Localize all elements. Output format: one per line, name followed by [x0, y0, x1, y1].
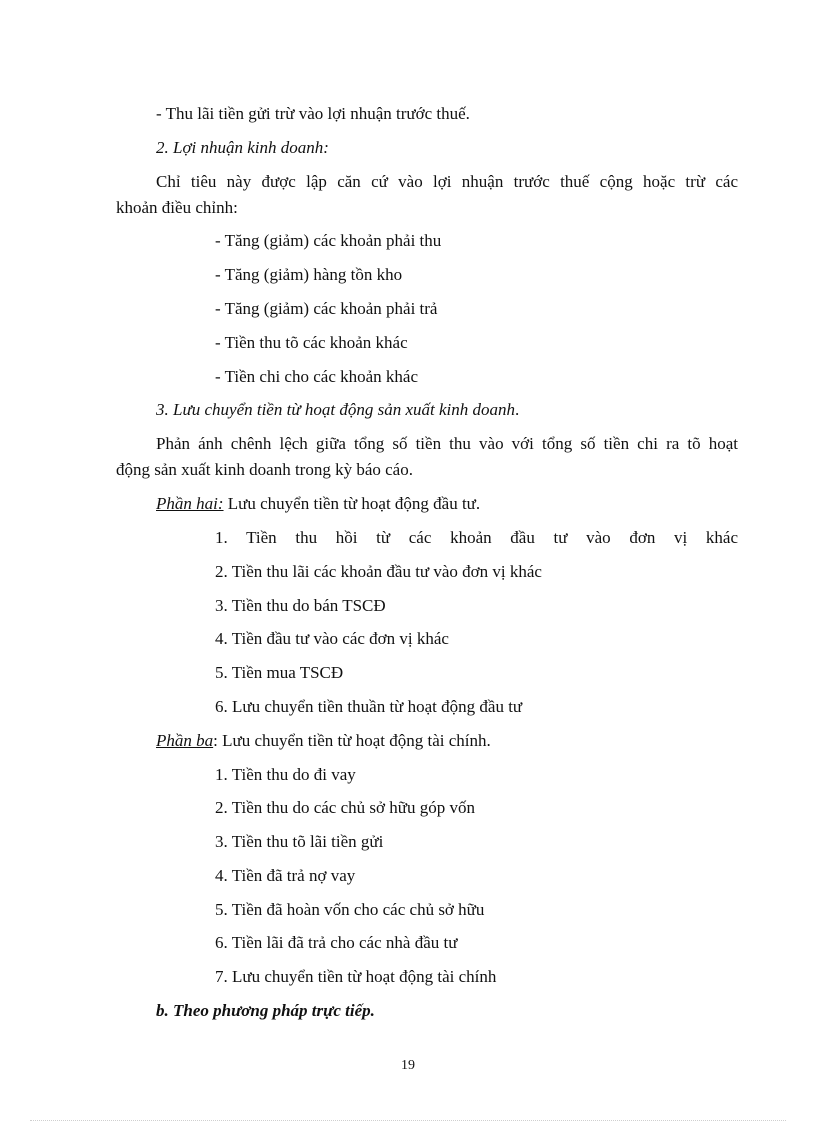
list-item: - Tăng (giảm) các khoản phải trả: [215, 299, 438, 318]
list-item: 1. Tiền thu do đi vay: [215, 765, 356, 784]
list-item: 6. Lưu chuyển tiền thuần từ hoạt động đầu tư: [215, 697, 523, 716]
paragraph-line: động sản xuất kinh doanh trong kỳ báo cáo.: [116, 460, 413, 479]
text-line: - Thu lãi tiền gửi trừ vào lợi nhuận trước thuế.: [156, 104, 470, 123]
section-heading-period: .: [514, 400, 520, 419]
part-two-label: Phần hai:: [156, 494, 224, 513]
list-item: - Tiền thu tõ các khoản khác: [215, 333, 408, 352]
page-bottom-divider: [30, 1120, 786, 1121]
list-item: - Tăng (giảm) các khoản phải thu: [215, 231, 442, 250]
section-heading-text: 3. Lưu chuyển tiền từ hoạt động sản xuất kinh doanh: [156, 400, 515, 419]
list-item: 4. Tiền đầu tư vào các đơn vị khác: [215, 629, 449, 648]
part-two-heading: [156, 493, 480, 515]
section-heading: 2. Lợi nhuận kinh doanh:: [156, 138, 329, 157]
list-item: 7. Lưu chuyển tiền từ hoạt động tài chính: [215, 967, 497, 986]
list-item: - Tiền chi cho các khoản khác: [215, 367, 418, 386]
list-item: 4. Tiền đã trả nợ vay: [215, 866, 356, 885]
list-item: 5. Tiền mua TSCĐ: [215, 663, 344, 682]
list-item: 6. Tiền lãi đã trả cho các nhà đầu tư: [215, 933, 458, 952]
list-item: 2. Tiền thu lãi các khoản đầu tư vào đơn vị khác: [215, 562, 542, 581]
paragraph-line: Phản ánh chênh lệch giữa tổng số tiền thu vào với tổng số tiền chi ra tõ hoạt: [156, 434, 738, 453]
list-item: 1. Tiền thu hồi từ các khoản đầu tư vào đơn vị khác: [215, 528, 738, 547]
list-item: 5. Tiền đã hoàn vốn cho các chủ sở hữu: [215, 900, 485, 919]
paragraph-line: Chỉ tiêu này được lập căn cứ vào lợi nhuận trước thuế cộng hoặc trừ các: [156, 172, 738, 191]
list-item: - Tăng (giảm) hàng tồn kho: [215, 265, 403, 284]
list-item: 3. Tiền thu do bán TSCĐ: [215, 596, 386, 615]
part-three-label: Phần ba: [156, 731, 214, 750]
page-number: 19: [401, 1058, 415, 1073]
part-three-heading: [156, 730, 491, 752]
paragraph-line: khoản điều chỉnh:: [116, 198, 238, 217]
part-three-title: : Lưu chuyển tiền từ hoạt động tài chính.: [213, 731, 491, 750]
part-two-title: Lưu chuyển tiền từ hoạt động đầu tư.: [223, 494, 481, 513]
section-heading: [156, 399, 519, 421]
subsection-heading: b. Theo phương pháp trực tiếp.: [156, 1001, 375, 1020]
list-item: 2. Tiền thu do các chủ sở hữu góp vốn: [215, 798, 475, 817]
list-item: 3. Tiền thu tõ lãi tiền gửi: [215, 832, 384, 851]
